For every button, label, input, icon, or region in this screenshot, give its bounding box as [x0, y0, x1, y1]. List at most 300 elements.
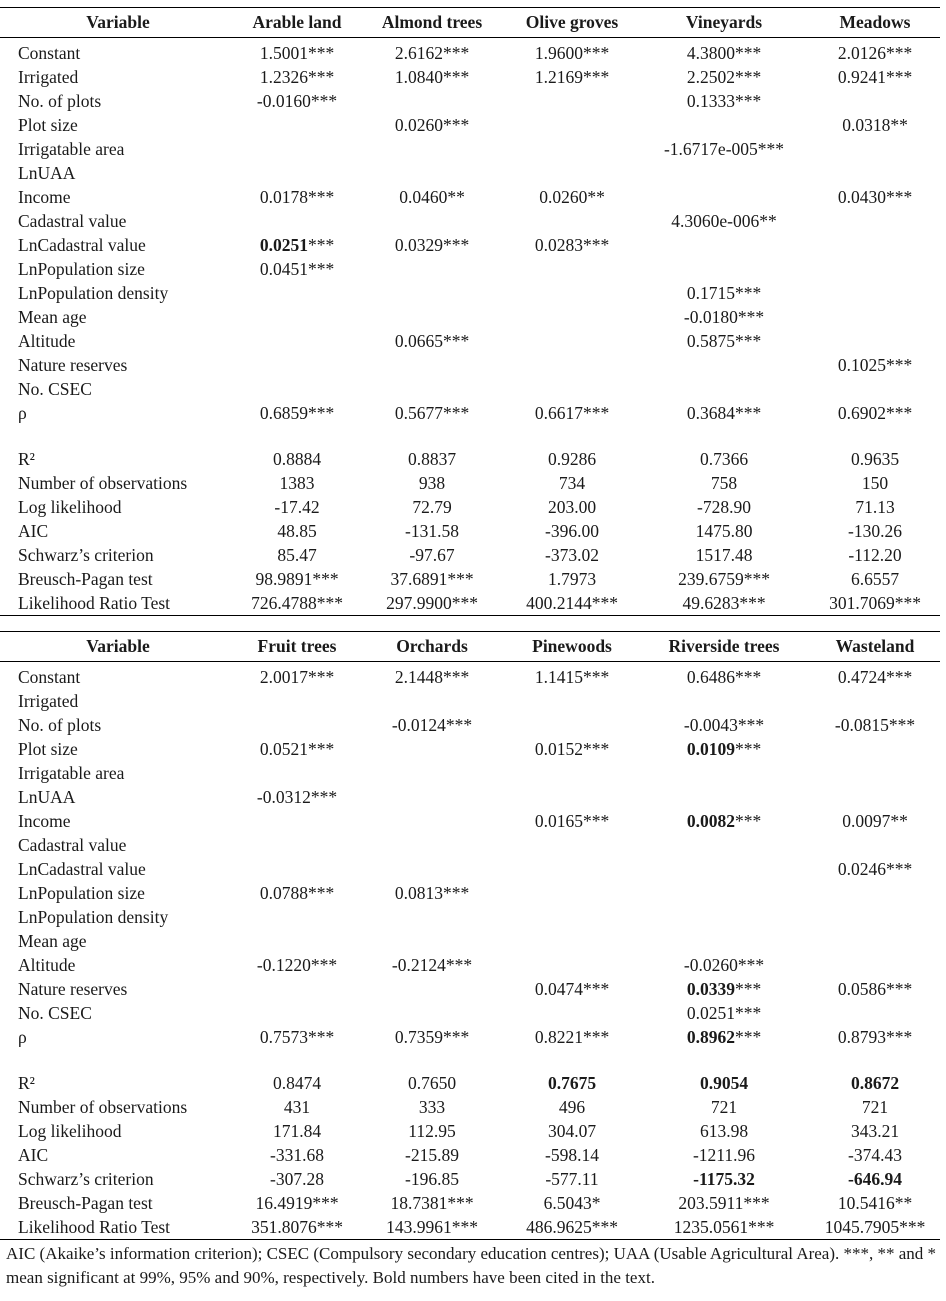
table-cell [358, 377, 506, 401]
significance-stars: *** [734, 1027, 762, 1047]
spacer-row [0, 1049, 940, 1071]
table-row [0, 1215, 940, 1240]
table-cell: 0.7573*** [259, 1027, 335, 1047]
table-cell [358, 89, 506, 113]
row-label: R² [18, 449, 35, 469]
table-cell: 486.9625*** [526, 1217, 618, 1237]
table-cell: -112.20 [848, 545, 902, 565]
column-header: Meadows [839, 12, 911, 32]
table-cell: 2.2502*** [686, 67, 762, 87]
table-cell: -0.0180*** [683, 307, 765, 327]
table-cell: 613.98 [699, 1121, 749, 1141]
table-cell: 0.7366 [699, 449, 749, 469]
table-cell: -373.02 [545, 545, 599, 565]
table-cell: -130.26 [848, 521, 902, 541]
table-row [0, 977, 940, 1001]
table-cell: 0.9286 [547, 449, 597, 469]
table-cell: -728.90 [697, 497, 751, 517]
table-row [0, 1119, 940, 1143]
table-cell [236, 233, 358, 257]
table-row [0, 519, 940, 543]
table-cell: 203.00 [547, 497, 597, 517]
table-cell [506, 953, 638, 977]
table-row [0, 785, 940, 809]
table-row [0, 305, 940, 329]
table-cell: 0.0251*** [686, 1003, 762, 1023]
column-header: Fruit trees [257, 636, 337, 656]
table-row [0, 65, 940, 89]
table-row [0, 137, 940, 161]
table-cell [236, 305, 358, 329]
table-cell [638, 857, 810, 881]
table-cell [810, 1001, 940, 1025]
regression-table-bottom [0, 631, 940, 1240]
table-cell [638, 185, 810, 209]
table-cell: -0.0124*** [391, 715, 473, 735]
table-cell [506, 353, 638, 377]
table-cell: 18.7381*** [390, 1193, 474, 1213]
table-cell [810, 761, 940, 785]
table-cell [358, 305, 506, 329]
table-row [0, 447, 940, 471]
table-cell: 48.85 [277, 521, 317, 541]
table-row [0, 543, 940, 567]
table-cell [810, 377, 940, 401]
row-label: No. CSEC [18, 1003, 92, 1023]
table-cell: 0.0260*** [394, 115, 470, 135]
table-cell [506, 929, 638, 953]
row-label: AIC [18, 521, 49, 541]
row-label: R² [18, 1073, 35, 1093]
table-cell: 938 [418, 473, 446, 493]
table-cell: 49.6283*** [682, 593, 766, 613]
table-row [0, 1025, 940, 1049]
row-label: Cadastral value [18, 211, 127, 231]
table-cell: 1.0840*** [394, 67, 470, 87]
table-cell: 0.4724*** [837, 667, 913, 687]
table-cell: 0.0246*** [837, 859, 913, 879]
table-cell [506, 281, 638, 305]
table-cell [236, 329, 358, 353]
bold-value: 0.0109 [686, 739, 735, 759]
table-row [0, 377, 940, 401]
column-header: Vineyards [685, 12, 763, 32]
table-cell [506, 329, 638, 353]
table-cell: 721 [861, 1097, 889, 1117]
table-cell [236, 209, 358, 233]
table-cell [810, 953, 940, 977]
table-cell [236, 689, 358, 713]
column-header-variable: Variable [86, 12, 150, 32]
table-cell [358, 737, 506, 761]
table-row [0, 737, 940, 761]
table-cell: -307.28 [270, 1169, 324, 1189]
table-cell: 0.8837 [407, 449, 457, 469]
table-cell: 4.3060e-006** [671, 211, 777, 231]
table-cell: 0.1333*** [686, 91, 762, 111]
table-cell: -1175.32 [693, 1169, 755, 1189]
table-cell: 0.0586*** [837, 979, 913, 999]
row-label: Altitude [18, 955, 76, 975]
table-cell [358, 977, 506, 1001]
table-cell [506, 1001, 638, 1025]
table-cell: -374.43 [848, 1145, 902, 1165]
table-cell [810, 233, 940, 257]
column-header: Arable land [252, 12, 342, 32]
table-cell [236, 1001, 358, 1025]
table-cell [638, 785, 810, 809]
table-cell [810, 209, 940, 233]
table-cell [358, 689, 506, 713]
column-header: Wasteland [835, 636, 915, 656]
row-label: Altitude [18, 331, 76, 351]
significance-stars: *** [307, 235, 335, 255]
table-cell [358, 161, 506, 185]
table-row [0, 209, 940, 233]
table-cell: 2.1448*** [394, 667, 470, 687]
table-cell: 0.9635 [850, 449, 900, 469]
row-label: LnPopulation size [18, 259, 145, 279]
table-cell: 0.6617*** [534, 403, 610, 423]
row-label: ρ [18, 403, 27, 423]
table-cell [506, 905, 638, 929]
table-row [0, 567, 940, 591]
table-cell: 2.6162*** [394, 43, 470, 63]
table-cell [810, 929, 940, 953]
table-cell [506, 209, 638, 233]
table-cell: 171.84 [272, 1121, 322, 1141]
column-header: Riverside trees [668, 636, 780, 656]
table-cell: 16.4919*** [255, 1193, 339, 1213]
table-cell: -97.67 [409, 545, 455, 565]
table-cell [638, 377, 810, 401]
table-cell [506, 161, 638, 185]
table-cell [810, 281, 940, 305]
table-cell: -0.0312*** [256, 787, 338, 807]
table-cell [236, 929, 358, 953]
table-cell [810, 905, 940, 929]
row-label: Income [18, 811, 71, 831]
table-cell [810, 737, 940, 761]
row-label: Irrigatable area [18, 763, 125, 783]
table-cell: -331.68 [270, 1145, 324, 1165]
table-row [0, 689, 940, 713]
row-label: Constant [18, 667, 81, 687]
column-header: Orchards [396, 636, 468, 656]
table-cell [358, 137, 506, 161]
table-cell: 734 [558, 473, 586, 493]
table-row [0, 471, 940, 495]
table-cell: 0.0521*** [259, 739, 335, 759]
table-cell [506, 785, 638, 809]
table-cell: 0.0152*** [534, 739, 610, 759]
bold-value: 0.8962 [686, 1027, 735, 1047]
table-cell [358, 257, 506, 281]
table-row [0, 1191, 940, 1215]
table-row [0, 401, 940, 425]
table-row [0, 353, 940, 377]
table-cell [506, 713, 638, 737]
table-cell [506, 257, 638, 281]
table-cell [638, 833, 810, 857]
table-cell: -17.42 [274, 497, 320, 517]
table-cell: 0.7359*** [394, 1027, 470, 1047]
table-cell: 0.1025*** [837, 355, 913, 375]
table-cell [358, 833, 506, 857]
table-row [0, 713, 940, 737]
table-cell: 400.2144*** [526, 593, 618, 613]
table-cell [638, 353, 810, 377]
table-cell [638, 977, 810, 1001]
table-cell [236, 113, 358, 137]
table-cell [638, 689, 810, 713]
table-cell [236, 761, 358, 785]
table-cell: 0.8221*** [534, 1027, 610, 1047]
row-label: Nature reserves [18, 355, 128, 375]
table-row [0, 281, 940, 305]
table-footnote: AIC (Akaike’s information criterion); CSEC (Compulsory secondary education centres); UAA (Usable Agricultural Area). ***, ** and * mean significant at 99%, 95% and 90%, respectively. Bold numbers have been cited in the text. [6, 1244, 937, 1287]
table-cell [810, 833, 940, 857]
table-cell: 721 [710, 1097, 738, 1117]
row-label: No. of plots [18, 91, 102, 111]
table-row [0, 257, 940, 281]
table-cell: -646.94 [848, 1169, 902, 1189]
table-cell: -0.1220*** [256, 955, 338, 975]
table-cell [506, 857, 638, 881]
table-cell: 496 [558, 1097, 586, 1117]
table-row [0, 929, 940, 953]
table-cell: 301.7069*** [829, 593, 921, 613]
table-cell [236, 713, 358, 737]
table-cell: 203.5911*** [678, 1193, 770, 1213]
row-label: LnCadastral value [18, 859, 146, 879]
row-label: Cadastral value [18, 835, 127, 855]
row-label: LnPopulation size [18, 883, 145, 903]
table-cell [638, 113, 810, 137]
table-cell: 0.6486*** [686, 667, 762, 687]
table-cell [638, 881, 810, 905]
row-label: Income [18, 187, 71, 207]
table-cell: 0.0460** [399, 187, 465, 207]
table-row [0, 38, 940, 66]
table-cell [358, 929, 506, 953]
table-cell [358, 809, 506, 833]
table-cell: 0.0283*** [534, 235, 610, 255]
table-cell: 0.6859*** [259, 403, 335, 423]
table-cell: -0.0815*** [834, 715, 916, 735]
table-cell [358, 785, 506, 809]
table-cell: 1.1415*** [534, 667, 610, 687]
table-cell: 0.0165*** [534, 811, 610, 831]
table-cell: -0.0043*** [683, 715, 765, 735]
table-cell: 343.21 [850, 1121, 900, 1141]
table-cell [810, 89, 940, 113]
table-cell: 1.7973 [547, 569, 597, 589]
table-cell: 4.3800*** [686, 43, 762, 63]
table-cell [506, 137, 638, 161]
table-cell: 1.9600*** [534, 43, 610, 63]
row-label: LnUAA [18, 787, 76, 807]
row-label: Constant [18, 43, 81, 63]
table-cell [810, 329, 940, 353]
table-cell: -396.00 [545, 521, 599, 541]
table-header-row [0, 8, 940, 38]
table-cell [236, 161, 358, 185]
table-cell [358, 353, 506, 377]
table-cell: 1475.80 [695, 521, 753, 541]
table-cell: 2.0017*** [259, 667, 335, 687]
table-cell [236, 833, 358, 857]
table-cell: 2.0126*** [837, 43, 913, 63]
table-row [0, 1071, 940, 1095]
table-cell: 6.6557 [850, 569, 900, 589]
table-cell: 758 [710, 473, 738, 493]
table-cell [236, 857, 358, 881]
table-cell: 0.0430*** [837, 187, 913, 207]
table-cell: 0.8474 [272, 1073, 322, 1093]
table-row [0, 833, 940, 857]
table-cell: 85.47 [277, 545, 317, 565]
table-cell: 304.07 [547, 1121, 597, 1141]
table-cell: 0.8672 [850, 1073, 900, 1093]
row-label: Irrigated [18, 691, 79, 711]
table-cell: 0.0260** [539, 187, 605, 207]
table-cell: 1517.48 [695, 545, 753, 565]
column-header: Pinewoods [532, 636, 612, 656]
table-cell: 0.0451*** [259, 259, 335, 279]
row-label: Breusch-Pagan test [18, 1193, 153, 1213]
table-cell: 297.9900*** [386, 593, 478, 613]
table-row [0, 495, 940, 519]
table-cell [506, 377, 638, 401]
row-label: LnPopulation density [18, 283, 169, 303]
table-row [0, 1167, 940, 1191]
row-label: No. of plots [18, 715, 102, 735]
table-cell: -577.11 [545, 1169, 599, 1189]
table-cell: 0.8884 [272, 449, 322, 469]
table-cell: -598.14 [545, 1145, 599, 1165]
table-cell [638, 233, 810, 257]
table-cell: 333 [418, 1097, 446, 1117]
table-cell [638, 761, 810, 785]
significance-stars: *** [734, 739, 762, 759]
table-cell: -1.6717e-005*** [663, 139, 785, 159]
column-header: Almond trees [381, 12, 483, 32]
table-cell: 1.2169*** [534, 67, 610, 87]
table-cell: 0.6902*** [837, 403, 913, 423]
table-cell: -196.85 [405, 1169, 459, 1189]
table-cell [810, 785, 940, 809]
table-cell [358, 761, 506, 785]
table-cell: -0.2124*** [391, 955, 473, 975]
row-label: No. CSEC [18, 379, 92, 399]
row-label: Mean age [18, 307, 87, 327]
table-cell [236, 809, 358, 833]
significance-stars: *** [734, 811, 762, 831]
table-cell: 0.0178*** [259, 187, 335, 207]
table-row [0, 905, 940, 929]
table-cell: 1235.0561*** [673, 1217, 775, 1237]
table-cell: -215.89 [405, 1145, 459, 1165]
table-cell: 0.5875*** [686, 331, 762, 351]
bold-value: 0.0082 [686, 811, 735, 831]
table-cell: 0.0097** [842, 811, 908, 831]
table-cell: 72.79 [412, 497, 452, 517]
table-row [0, 1143, 940, 1167]
row-label: Plot size [18, 739, 78, 759]
column-header-variable: Variable [86, 636, 150, 656]
table-cell: 0.0474*** [534, 979, 610, 999]
table-cell [810, 137, 940, 161]
table-cell: 150 [861, 473, 889, 493]
table-cell [638, 1025, 810, 1049]
table-cell [236, 905, 358, 929]
row-label: Nature reserves [18, 979, 128, 999]
table-row [0, 89, 940, 113]
table-cell: 0.0329*** [394, 235, 470, 255]
table-cell: 37.6891*** [390, 569, 474, 589]
row-label: Number of observations [18, 1097, 188, 1117]
table-cell [236, 137, 358, 161]
table-cell: 0.0318** [842, 115, 908, 135]
table-cell [506, 89, 638, 113]
table-cell: 0.7650 [407, 1073, 457, 1093]
table-cell [810, 257, 940, 281]
table-cell [506, 113, 638, 137]
table-row [0, 329, 940, 353]
table-row [0, 953, 940, 977]
row-label: Irrigated [18, 67, 79, 87]
table-row [0, 161, 940, 185]
table-cell: 0.9241*** [837, 67, 913, 87]
table-cell [236, 977, 358, 1001]
table-row [0, 881, 940, 905]
table-cell: 1045.7905*** [824, 1217, 926, 1237]
table-row [0, 809, 940, 833]
significance-stars: *** [734, 979, 762, 999]
table-cell: 431 [283, 1097, 311, 1117]
row-label: Log likelihood [18, 497, 122, 517]
row-label: Mean age [18, 931, 87, 951]
table-cell [810, 881, 940, 905]
row-label: Schwarz’s criterion [18, 1169, 154, 1189]
bold-value: 0.0339 [686, 979, 735, 999]
table-cell: 0.0813*** [394, 883, 470, 903]
row-label: LnCadastral value [18, 235, 146, 255]
table-cell [358, 1001, 506, 1025]
table-cell: 0.7675 [547, 1073, 597, 1093]
table-cell [506, 305, 638, 329]
spacer-row [0, 425, 940, 447]
table-cell [506, 761, 638, 785]
table-cell [810, 305, 940, 329]
table-cell: -0.0160*** [256, 91, 338, 111]
table-row [0, 591, 940, 616]
row-label: AIC [18, 1145, 49, 1165]
table-cell: 10.5416** [837, 1193, 913, 1213]
regression-table-top [0, 7, 940, 616]
table-row [0, 761, 940, 785]
table-row [0, 233, 940, 257]
table-cell: 71.13 [855, 497, 895, 517]
table-cell: 1.5001*** [259, 43, 335, 63]
row-label: Number of observations [18, 473, 188, 493]
table-cell [506, 881, 638, 905]
row-label: Plot size [18, 115, 78, 135]
table-cell [236, 353, 358, 377]
table-cell [638, 737, 810, 761]
table-cell: 0.0665*** [394, 331, 470, 351]
